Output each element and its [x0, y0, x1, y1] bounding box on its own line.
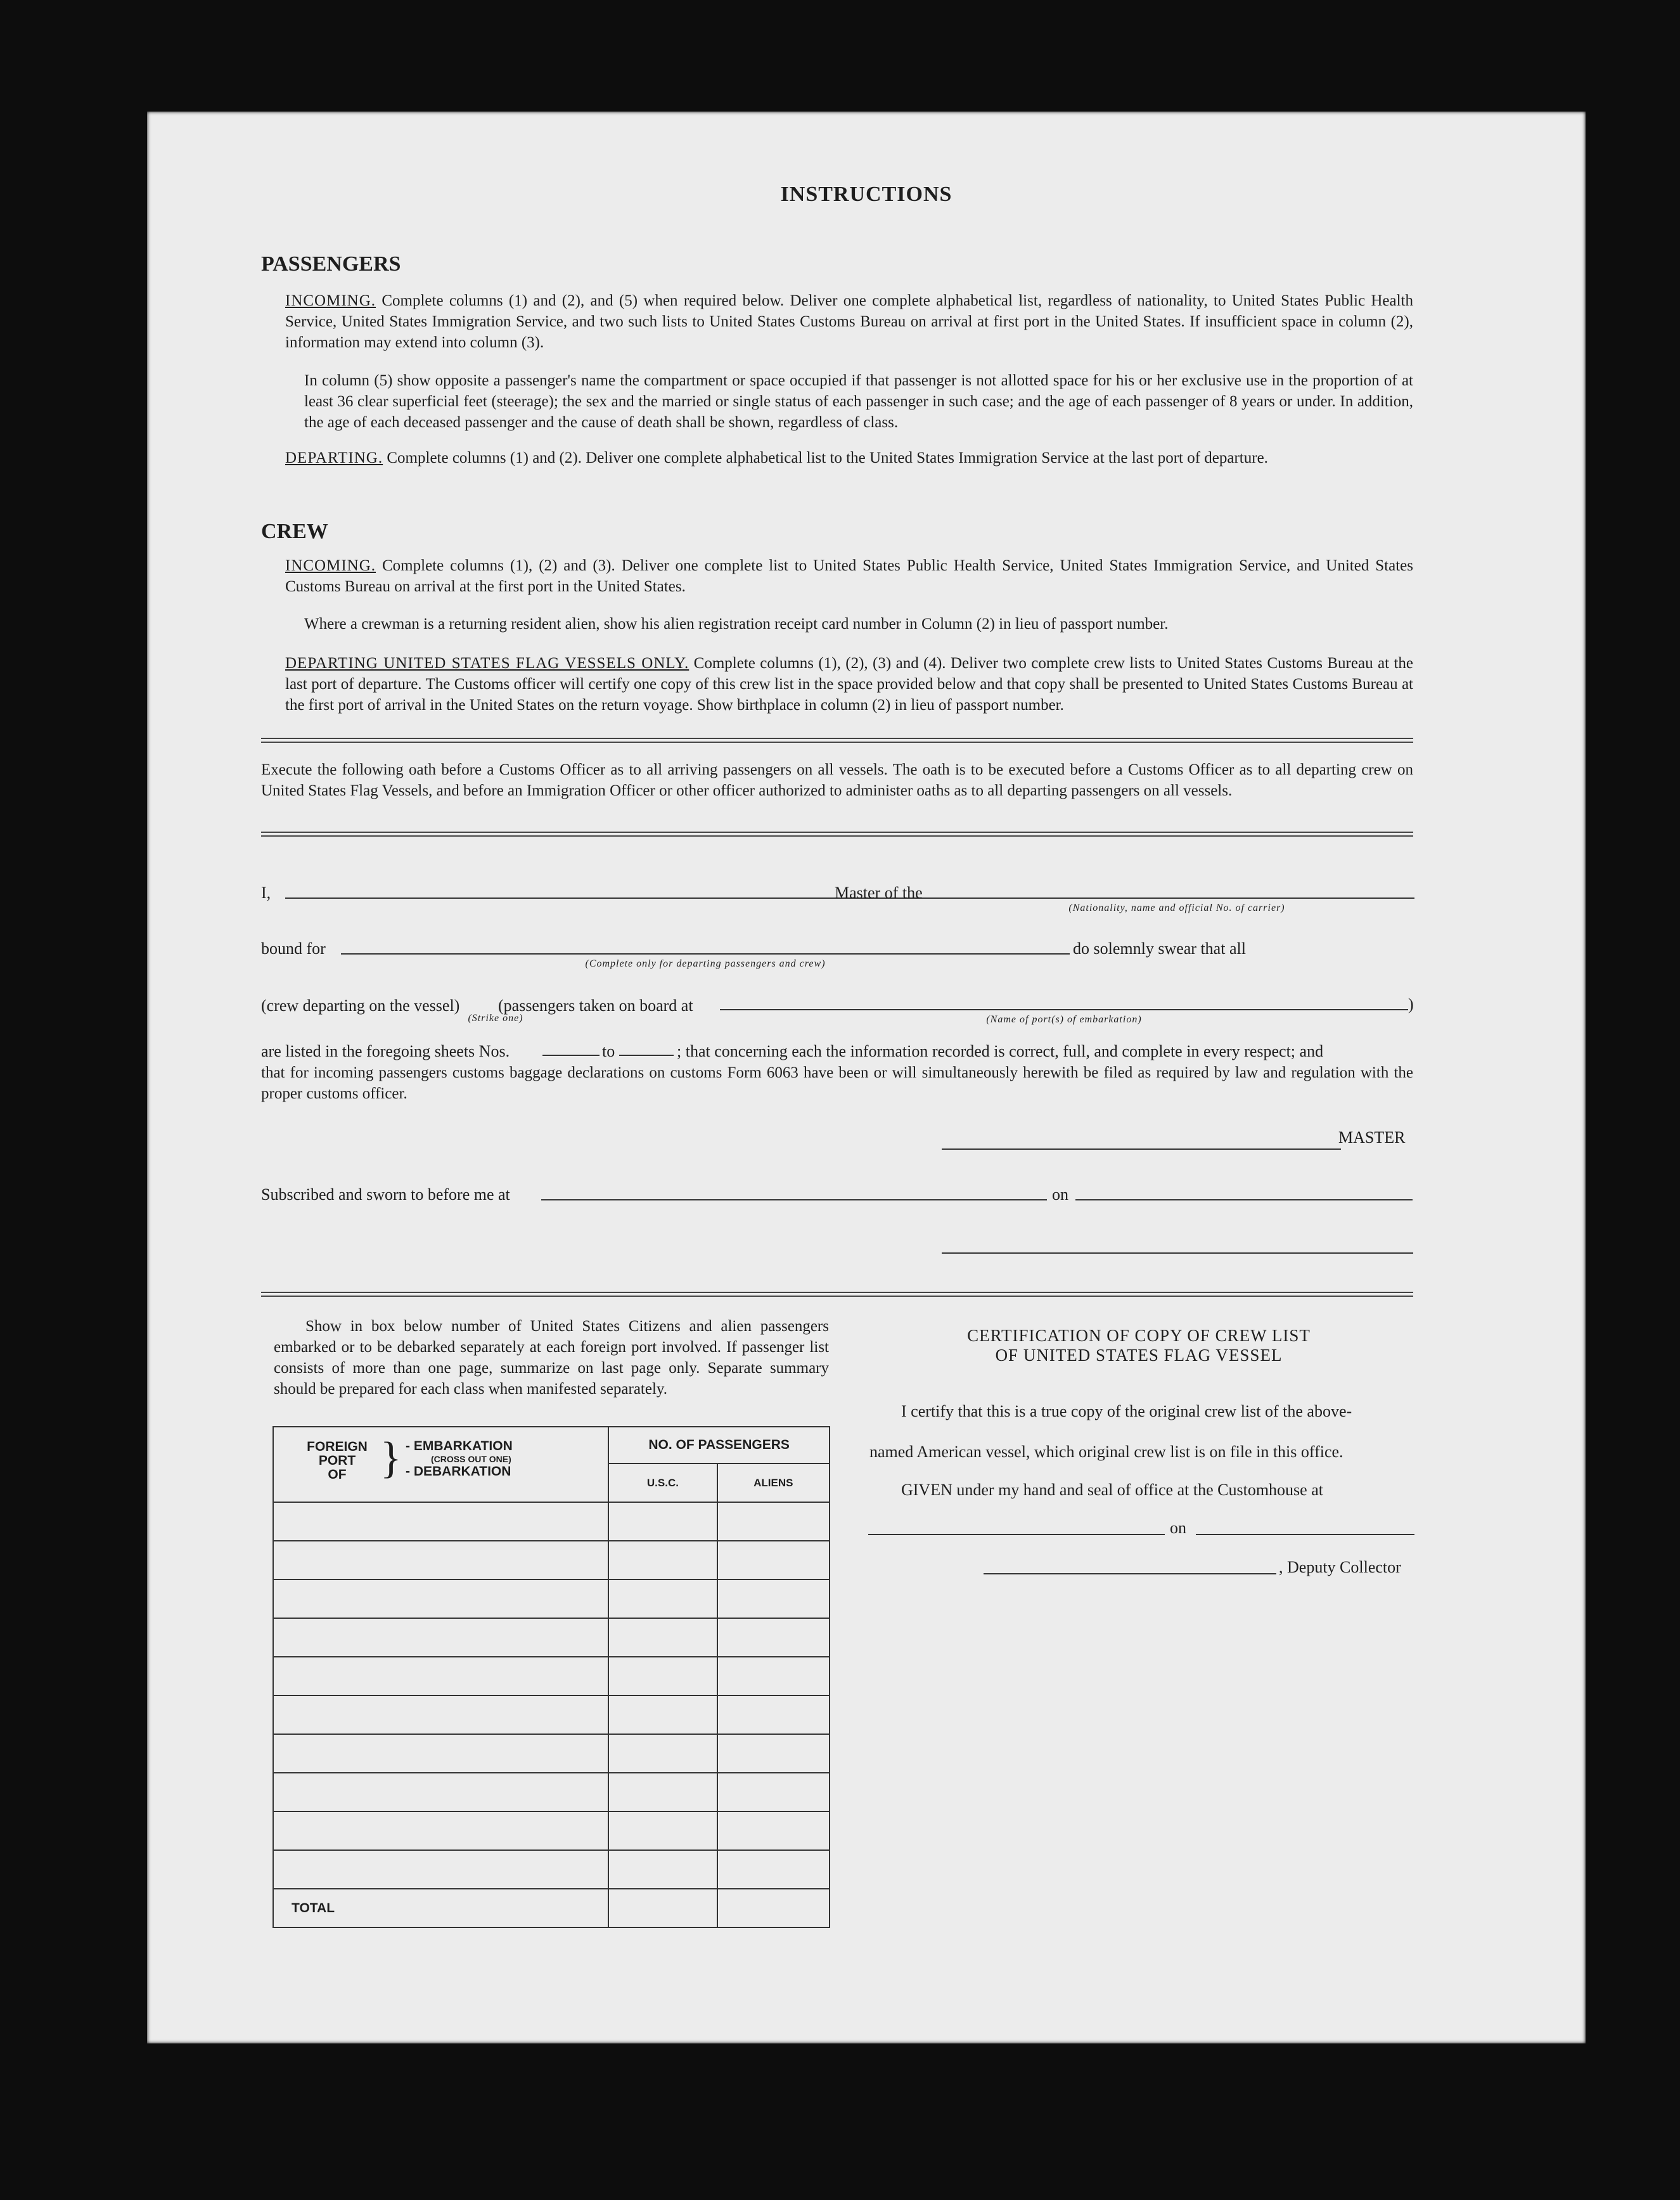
swear-label: do solemnly swear that all — [1073, 939, 1246, 958]
officer-signature-line[interactable] — [942, 1252, 1413, 1254]
crew-resident-paragraph: Where a crewman is a returning resident alien, show his alien registration receipt card number in Column (2) in lieu of passport number. — [304, 615, 1169, 633]
close-paren: ) — [1408, 995, 1414, 1013]
usc-cell[interactable] — [608, 1502, 717, 1541]
listed-statement: ; that concerning each the information recorded is correct, full, and complete in every respect; and — [677, 1042, 1324, 1060]
port-cell[interactable] — [273, 1850, 608, 1889]
total-label: TOTAL — [273, 1889, 608, 1927]
baggage-declaration-text: that for incoming passengers customs baggage declarations on customs Form 6063 have been or will simultaneously herewith be filed as required by law and regulation with the proper customs officer. — [261, 1064, 1413, 1102]
listed-label: are listed in the foregoing sheets Nos. — [261, 1042, 510, 1060]
embarkation-label: - EMBARKATION — [406, 1439, 513, 1453]
crew-incoming-text: Complete columns (1), (2) and (3). Deliver one complete list to United States Public Health Service, United States Immigration Service, and United States Customs Bureau on arrival at the first port in the United States. — [285, 557, 1413, 595]
port-cell[interactable] — [273, 1541, 608, 1579]
carrier-line[interactable] — [939, 897, 1414, 899]
crew-incoming-label: INCOMING. — [285, 557, 376, 574]
usc-cell[interactable] — [608, 1773, 717, 1811]
listed-to-label: to — [602, 1042, 615, 1060]
total-row — [273, 1889, 830, 1927]
passengers-incoming-paragraph — [285, 290, 1413, 353]
table-row — [273, 1657, 830, 1695]
usc-cell[interactable] — [608, 1657, 717, 1695]
passengers-departing-paragraph — [285, 447, 1413, 468]
double-rule — [261, 738, 1413, 743]
usc-header: U.S.C. — [608, 1463, 717, 1502]
certification-title — [863, 1326, 1414, 1365]
crew-incoming-paragraph — [285, 555, 1413, 597]
aliens-cell[interactable] — [717, 1811, 830, 1850]
aliens-cell[interactable] — [717, 1541, 830, 1579]
usc-cell[interactable] — [608, 1618, 717, 1657]
table-row — [273, 1850, 830, 1889]
passengers-departing-label: DEPARTING. — [285, 449, 383, 466]
page-title: INSTRUCTIONS — [780, 183, 952, 206]
table-row — [273, 1579, 830, 1618]
departing-caption: (Complete only for departing passengers and crew) — [585, 958, 826, 969]
table-row — [273, 1811, 830, 1850]
sheet-to-line[interactable] — [619, 1055, 674, 1056]
cross-out-label: (CROSS OUT ONE) — [431, 1454, 511, 1464]
certify-line-2: named American vessel, which original crew list is on file in this office. — [869, 1443, 1343, 1461]
certification-date-line[interactable] — [1196, 1534, 1414, 1535]
crew-departing-paragraph — [285, 653, 1413, 716]
double-rule — [261, 832, 1413, 837]
subscribed-label: Subscribed and sworn to before me at — [261, 1185, 510, 1204]
passengers-incoming-text: Complete columns (1) and (2), and (5) when required below. Deliver one complete alphabetical list, regardless of nationality, to United States Public Health Service, United States Immigration Service, and two such lists to United States Customs Bureau on arrival at first port in the United States. If insufficient space in column (2), information may extend into column (3). — [285, 292, 1414, 351]
port-cell[interactable] — [273, 1773, 608, 1811]
usc-cell[interactable] — [608, 1541, 717, 1579]
summary-instructions: Show in box below number of United States Citizens and alien passengers embarked or to be debarked separately at each foreign port involved. If passenger list consists of more than one page, summarize on last page only. Separate summary should be prepared for each class when manifested separately. — [274, 1318, 829, 1398]
subscribed-on-label: on — [1052, 1185, 1068, 1204]
table-row — [273, 1618, 830, 1657]
oath-intro: Execute the following oath before a Customs Officer as to all arriving passengers on all vessels. The oath is to be executed before a Customs Officer as to all departing crew on United States Flag Vessels, and before an Immigration Officer or other officer authorized to administer oaths as to all departing passengers on all vessels. — [261, 761, 1413, 799]
master-label: MASTER — [1338, 1128, 1406, 1147]
aliens-cell[interactable] — [717, 1657, 830, 1695]
embarkation-caption: (Name of port(s) of embarkation) — [986, 1014, 1142, 1025]
certification-title-line-1: CERTIFICATION OF COPY OF CREW LIST — [967, 1326, 1311, 1345]
port-cell[interactable] — [273, 1657, 608, 1695]
form-sheet — [147, 112, 1586, 2043]
bound-for-line[interactable] — [341, 953, 1070, 955]
customhouse-line[interactable] — [868, 1534, 1165, 1535]
usc-cell[interactable] — [608, 1734, 717, 1773]
table-row — [273, 1695, 830, 1734]
oath-i-label: I, — [261, 884, 271, 902]
certification-title-line-2: OF UNITED STATES FLAG VESSEL — [995, 1346, 1283, 1365]
master-signature-line[interactable] — [942, 1148, 1341, 1150]
port-cell[interactable] — [273, 1734, 608, 1773]
strike-one-caption: (Strike one) — [468, 1013, 523, 1024]
aliens-cell[interactable] — [717, 1618, 830, 1657]
brace-icon: } — [380, 1434, 402, 1483]
subscribed-place-line[interactable] — [541, 1199, 1047, 1200]
usc-cell[interactable] — [608, 1850, 717, 1889]
port-cell[interactable] — [273, 1618, 608, 1657]
master-of-label: Master of the — [835, 884, 923, 902]
passengers-heading: PASSENGERS — [261, 252, 401, 276]
table-row — [273, 1773, 830, 1811]
of-label: OF — [328, 1467, 347, 1482]
passengers-departing-text: Complete columns (1) and (2). Deliver one complete alphabetical list to the United States Immigration Service at the last port of departure. — [387, 449, 1268, 466]
no-passengers-header: NO. OF PASSENGERS — [608, 1427, 830, 1463]
port-cell[interactable] — [273, 1695, 608, 1734]
foreign-label: FOREIGN — [307, 1439, 368, 1454]
port-cell[interactable] — [273, 1579, 608, 1618]
certify-line-1: I certify that this is a true copy of the original crew list of the above- — [901, 1402, 1352, 1420]
passengers-column5-paragraph: In column (5) show opposite a passenger's name the compartment or space occupied if that passenger is not allotted space for his or her exclusive use in the proportion of at least 36 clear superficial feet (steerage); the sex and the married or single status of each passenger in such case; and the age of each passenger of 8 years or under. In addition, the age of each deceased passenger and the cause of death shall be shown, regardless of class. — [304, 372, 1413, 431]
table-row — [273, 1502, 830, 1541]
aliens-cell[interactable] — [717, 1695, 830, 1734]
passenger-summary-table — [273, 1426, 830, 1928]
crew-departing-option: (crew departing on the vessel) — [261, 996, 460, 1015]
deputy-signature-line[interactable] — [984, 1573, 1276, 1574]
subscribed-date-line[interactable] — [1075, 1199, 1413, 1200]
debarkation-label: - DEBARKATION — [406, 1464, 511, 1479]
deputy-collector-label: , Deputy Collector — [1279, 1558, 1401, 1576]
usc-cell[interactable] — [608, 1811, 717, 1850]
port-label: PORT — [318, 1453, 356, 1468]
port-cell[interactable] — [273, 1502, 608, 1541]
embarkation-line[interactable] — [720, 1009, 1408, 1010]
usc-total-cell[interactable] — [608, 1889, 717, 1927]
aliens-cell[interactable] — [717, 1850, 830, 1889]
table-row — [273, 1541, 830, 1579]
usc-cell[interactable] — [608, 1695, 717, 1734]
port-header-cell — [273, 1427, 608, 1502]
given-text: GIVEN under my hand and seal of office at the Customhouse at — [901, 1481, 1323, 1499]
bound-for-label: bound for — [261, 939, 326, 958]
crew-departing-text: Complete columns (1), (2), (3) and (4). Deliver two complete crew lists to United States Customs Bureau at the last port of departure. The Customs officer will certify one copy of this crew list in the space provided below and that copy shall be presented to United States Customs Bureau at the first port of arrival in the United States on the return voyage. Show birthplace in column (2) in lieu of passport number. — [285, 655, 1413, 714]
aliens-cell[interactable] — [717, 1734, 830, 1773]
crew-departing-label: DEPARTING UNITED STATES FLAG VESSELS ONLY. — [285, 655, 689, 672]
sheet-from-line[interactable] — [542, 1055, 600, 1056]
certification-on-label: on — [1170, 1519, 1186, 1537]
port-cell[interactable] — [273, 1811, 608, 1850]
aliens-cell[interactable] — [717, 1579, 830, 1618]
table-row — [273, 1734, 830, 1773]
aliens-cell[interactable] — [717, 1502, 830, 1541]
carrier-caption: (Nationality, name and official No. of carrier) — [1068, 903, 1285, 913]
aliens-total-cell[interactable] — [717, 1889, 830, 1927]
aliens-cell[interactable] — [717, 1773, 830, 1811]
passengers-taken-option: (passengers taken on board at — [498, 996, 693, 1015]
passengers-incoming-label: INCOMING. — [285, 292, 376, 309]
crew-heading: CREW — [261, 520, 328, 543]
usc-cell[interactable] — [608, 1579, 717, 1618]
aliens-header: ALIENS — [717, 1463, 830, 1502]
double-rule — [261, 1292, 1413, 1297]
